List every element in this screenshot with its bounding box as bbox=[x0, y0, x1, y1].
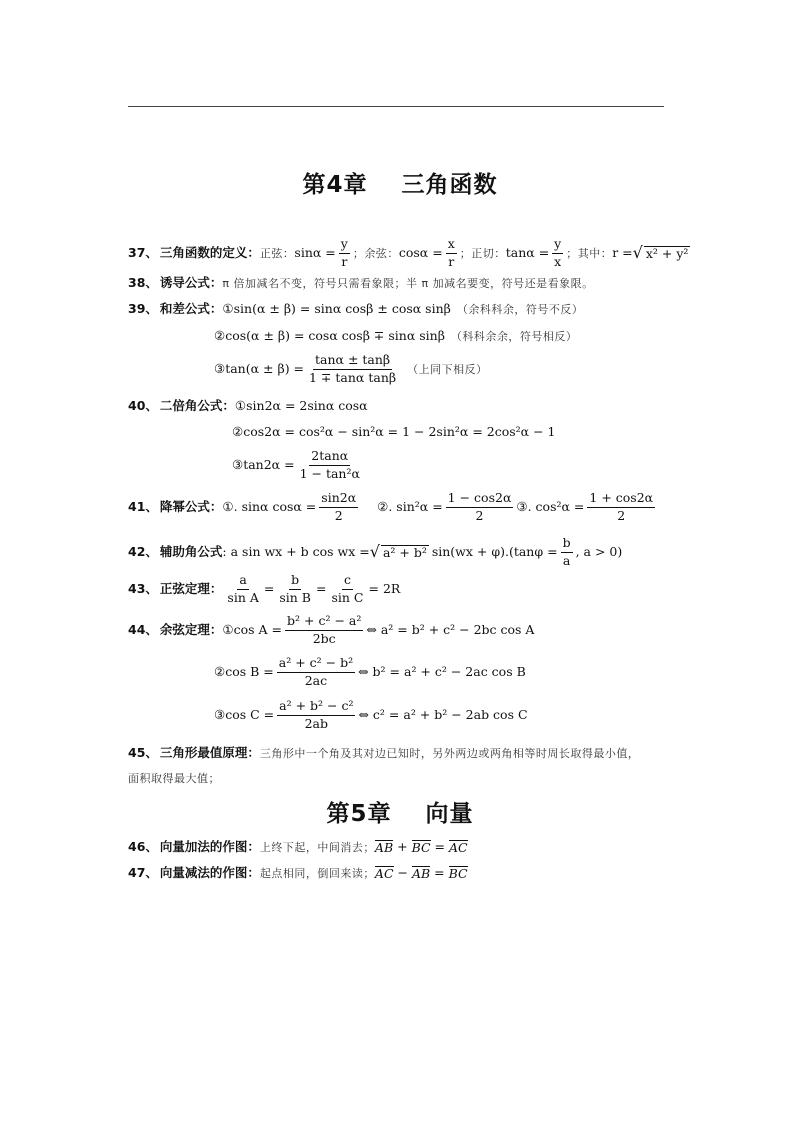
item-title: 向量减法的作图： bbox=[159, 865, 260, 880]
tan-lhs: tanα = bbox=[505, 244, 550, 260]
item-title: 二倍角公式： bbox=[159, 398, 235, 413]
b-num: b bbox=[289, 574, 301, 590]
c-num: a² + b² − c² bbox=[277, 700, 355, 716]
sum-diff-tan-fraction bbox=[307, 354, 398, 384]
item-number: 45、 bbox=[128, 745, 158, 760]
cos-rule-a-lhs: ①cos A = bbox=[222, 621, 283, 637]
item-text-continued: 面积取得最大值； bbox=[128, 772, 220, 785]
equals-sign: = bbox=[263, 580, 275, 596]
cos-lhs: cosα = bbox=[398, 244, 443, 260]
cos-rule-b-rhs: ⇔ b² = a² + c² − 2ac cos B bbox=[358, 663, 526, 679]
double-angle-tan-fraction bbox=[298, 450, 362, 480]
chapter-4-name: 三角函数 bbox=[401, 172, 498, 198]
c-num: c bbox=[342, 574, 353, 590]
sep: ； bbox=[459, 246, 472, 260]
sin-den: r bbox=[341, 253, 348, 269]
tan-num: 2tanα bbox=[309, 450, 350, 466]
sum-diff-cos: ②cos(α ± β) = cosα cosβ ∓ sinα sinβ bbox=[214, 328, 445, 343]
vector-bc: BC bbox=[448, 866, 468, 881]
formula-43 bbox=[128, 574, 400, 604]
b-num: 1 − cos2α bbox=[446, 492, 514, 508]
vector-ac: AC bbox=[374, 866, 394, 881]
c-den: 2 bbox=[617, 507, 626, 523]
formula-44-line-1 bbox=[128, 615, 534, 645]
item-title: 三角函数的定义： bbox=[159, 244, 260, 260]
formula-42 bbox=[128, 537, 622, 567]
c-num: 1 + cos2α bbox=[587, 492, 655, 508]
aux-angle-pre: : a sin wx + b cos wx = bbox=[222, 543, 370, 559]
aux-angle-fraction bbox=[561, 537, 573, 567]
equals-sign: = bbox=[430, 865, 449, 880]
formula-39-line-3 bbox=[214, 354, 488, 384]
item-number: 44、 bbox=[128, 621, 158, 637]
formula-40-line-3 bbox=[232, 450, 365, 480]
mnemonic-3: （上同下相反） bbox=[407, 362, 488, 376]
label-cos: 余弦： bbox=[364, 246, 399, 260]
formula-44-line-3 bbox=[214, 700, 528, 730]
item-text: π 倍加减名不变，符号只需看象限；半 π 加减名要变，符号还是看象限。 bbox=[222, 276, 594, 290]
a-den: a bbox=[562, 552, 571, 568]
double-angle-cos: ②cos2α = cos²α − sin²α = 1 − 2sin²α = 2cos²α − 1 bbox=[232, 424, 556, 439]
item-title: 辅助角公式 bbox=[159, 543, 223, 559]
formula-37 bbox=[128, 238, 690, 268]
vector-ac: AC bbox=[448, 840, 468, 855]
sin-a-den: sin A bbox=[227, 589, 259, 605]
power-reduce-b-fraction bbox=[446, 492, 514, 522]
item-text: 三角形中一个角及其对边已知时，另外两边或两角相等时周长取得最小值， bbox=[259, 746, 640, 760]
vector-ab: AB bbox=[411, 866, 431, 881]
formula-40-line-2 bbox=[232, 426, 556, 439]
label-sin: 正弦： bbox=[259, 246, 295, 260]
item-title: 三角形最值原理： bbox=[159, 745, 260, 760]
item-number: 43、 bbox=[128, 580, 158, 596]
r-lhs: r = bbox=[612, 244, 633, 260]
vector-ab: AB bbox=[374, 840, 394, 855]
item-number: 38、 bbox=[128, 275, 158, 290]
item-title: 诱导公式： bbox=[159, 275, 223, 290]
item-title: 和差公式： bbox=[159, 301, 223, 316]
cos-rule-b-lhs: ②cos B = bbox=[214, 663, 274, 679]
sine-rule-a bbox=[225, 574, 260, 604]
aux-angle-condition: , a > 0) bbox=[575, 543, 623, 559]
sin-c-den: sin C bbox=[331, 589, 364, 605]
aux-angle-post: sin(wx + φ).(tanφ = bbox=[431, 543, 558, 559]
formula-45-line-1 bbox=[128, 747, 639, 760]
equals-sign: = bbox=[316, 580, 327, 596]
item-text: 起点相同，倒回来读； bbox=[259, 866, 375, 880]
equals-sign: = bbox=[430, 839, 449, 854]
sep: ； bbox=[566, 246, 578, 260]
formula-46 bbox=[128, 840, 468, 855]
cos-num: x bbox=[446, 238, 457, 254]
cos-rule-b-fraction bbox=[277, 657, 355, 687]
chapter-4-heading bbox=[0, 166, 800, 199]
cos-rule-c-fraction bbox=[277, 700, 355, 730]
formula-38 bbox=[128, 277, 594, 290]
cos-rule-a-fraction bbox=[285, 615, 363, 645]
tan-den: 1 − tan²α bbox=[299, 465, 360, 481]
chapter-5-heading bbox=[0, 795, 800, 828]
sine-rule-tail: = 2R bbox=[368, 580, 401, 596]
formula-39-line-2 bbox=[214, 330, 577, 343]
sep: ； bbox=[352, 246, 365, 260]
sin-b-den: sin B bbox=[279, 589, 311, 605]
sin-fraction bbox=[339, 238, 350, 268]
formula-40-line-1 bbox=[128, 400, 368, 413]
chapter-5-name: 向量 bbox=[425, 801, 474, 827]
chapter-5-number: 第5章 bbox=[326, 801, 392, 827]
power-reduce-a-lhs: ①. sinα cosα = bbox=[222, 498, 317, 514]
vector-bc: BC bbox=[411, 840, 431, 855]
item-title: 正弦定理： bbox=[159, 580, 223, 596]
tan-den: x bbox=[554, 253, 562, 269]
a-num: a bbox=[237, 574, 248, 590]
mnemonic-2: （科科余余，符号相反） bbox=[450, 329, 578, 343]
tan-fraction bbox=[552, 238, 563, 268]
item-number: 42、 bbox=[128, 543, 158, 559]
mnemonic-1: （余科科余，符号不反） bbox=[456, 302, 584, 316]
a-den: 2bc bbox=[312, 630, 336, 646]
sine-rule-c bbox=[329, 574, 365, 604]
item-number: 41、 bbox=[128, 498, 158, 514]
cos-rule-c-rhs: ⇔ c² = a² + b² − 2ab cos C bbox=[358, 706, 528, 722]
item-title: 余弦定理： bbox=[159, 621, 223, 637]
power-reduce-c-lhs: ③. cos²α = bbox=[516, 498, 585, 514]
double-angle-sin: ①sin2α = 2sinα cosα bbox=[234, 398, 368, 413]
item-title: 降幂公式： bbox=[159, 498, 223, 514]
aux-angle-radicand: a² + b² bbox=[382, 544, 427, 560]
cos-rule-a-rhs: ⇔ a² = b² + c² − 2bc cos A bbox=[366, 621, 535, 637]
sum-diff-sin: ①sin(α ± β) = sinα cosβ ± cosα sinβ bbox=[222, 301, 451, 316]
double-angle-tan-lhs: ③tan2α = bbox=[232, 456, 295, 472]
formula-39-line-1 bbox=[128, 303, 583, 316]
r-radicand: x² + y² bbox=[645, 245, 689, 261]
tan-den: 1 ∓ tanα tanβ bbox=[309, 369, 397, 385]
formula-45-line-2 bbox=[128, 773, 220, 784]
item-title: 向量加法的作图： bbox=[159, 839, 260, 854]
power-reduce-b-lhs: ②. sin²α = bbox=[377, 498, 443, 514]
sine-rule-b bbox=[277, 574, 313, 604]
b-num: a² + c² − b² bbox=[277, 657, 355, 673]
item-number: 37、 bbox=[128, 244, 158, 260]
sqrt-icon: √ bbox=[369, 542, 380, 561]
sin-num: y bbox=[339, 238, 350, 254]
label-tan: 正切： bbox=[471, 246, 506, 260]
chapter-4-number: 第4章 bbox=[302, 172, 368, 198]
header-rule bbox=[128, 106, 664, 107]
power-reduce-a-fraction bbox=[319, 492, 358, 522]
sin-lhs: sinα = bbox=[294, 244, 336, 260]
tan-num: tanα ± tanβ bbox=[313, 354, 392, 370]
cos-fraction bbox=[446, 238, 457, 268]
item-number: 47、 bbox=[128, 865, 158, 880]
minus-sign: − bbox=[393, 865, 412, 880]
item-number: 39、 bbox=[128, 301, 158, 316]
item-text: 上终下起，中间消去； bbox=[259, 840, 375, 854]
formula-41 bbox=[128, 492, 658, 522]
a-num: b² + c² − a² bbox=[285, 615, 363, 631]
formula-47 bbox=[128, 866, 468, 881]
sum-diff-tan-lhs: ③tan(α ± β) = bbox=[214, 360, 305, 376]
b-num: b bbox=[561, 537, 573, 553]
b-den: 2ac bbox=[304, 672, 328, 688]
cos-rule-c-lhs: ③cos C = bbox=[214, 706, 275, 722]
b-den: 2 bbox=[475, 507, 484, 523]
power-reduce-c-fraction bbox=[587, 492, 655, 522]
tan-num: y bbox=[552, 238, 563, 254]
a-den: 2 bbox=[334, 507, 343, 523]
label-where: 其中： bbox=[577, 246, 613, 260]
item-number: 46、 bbox=[128, 839, 158, 854]
formula-44-line-2 bbox=[214, 657, 526, 687]
plus-sign: + bbox=[393, 839, 412, 854]
a-num: sin2α bbox=[319, 492, 358, 508]
c-den: 2ab bbox=[304, 715, 329, 731]
sqrt-icon: √ bbox=[632, 243, 643, 262]
item-number: 40、 bbox=[128, 398, 158, 413]
cos-den: r bbox=[448, 253, 455, 269]
